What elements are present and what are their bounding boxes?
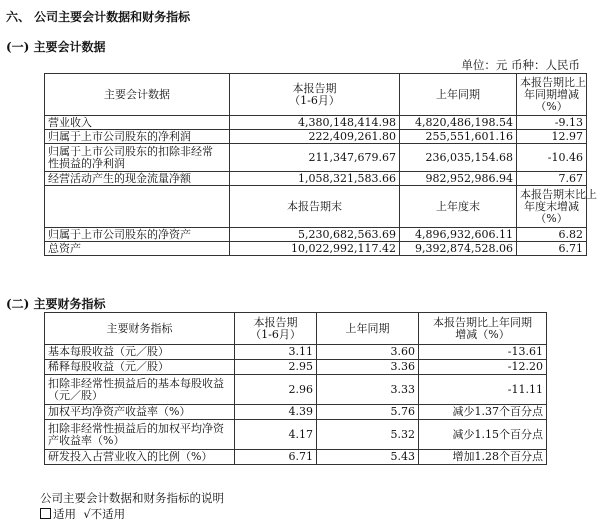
current-value: 4.39 <box>235 405 317 420</box>
label-line: 归属于上市公司股东的扣除非经常 <box>48 144 213 158</box>
header-line: 增减（%） <box>455 327 510 341</box>
current-value: 4.17 <box>235 420 317 450</box>
current-value: 3.11 <box>235 345 317 360</box>
current-value: 4,380,148,414.98 <box>230 116 400 130</box>
header-cell: 上年同期 <box>400 74 517 116</box>
header-cell <box>235 313 317 345</box>
prior-value: 9,392,874,528.06 <box>400 242 517 256</box>
change-value: 6.82 <box>517 228 587 242</box>
row-label: 基本每股收益（元／股） <box>45 345 235 360</box>
change-value: -11.11 <box>419 375 547 405</box>
row-label: 稀释每股收益（元／股） <box>45 360 235 375</box>
note-title: 公司主要会计数据和财务指标的说明 <box>40 491 224 505</box>
current-value: 2.95 <box>235 360 317 375</box>
header-line: （%） <box>535 99 568 113</box>
checkbox-applicable[interactable] <box>40 508 51 519</box>
current-value: 211,347,679.67 <box>230 144 400 172</box>
prior-value: 3.36 <box>317 360 419 375</box>
header-line: 本报告期比上年同期 <box>433 315 532 329</box>
change-value: -10.46 <box>517 144 587 172</box>
header-line: （1-6月） <box>250 327 301 341</box>
subsection-title-accounting-data: (一) 主要会计数据 <box>6 40 106 54</box>
header-line: 年度末增减 <box>524 199 579 213</box>
currency-unit-note: 单位：元 币种：人民币 <box>461 58 580 72</box>
prior-value: 4,896,932,606.11 <box>400 228 517 242</box>
current-value: 10,022,992,117.42 <box>230 242 400 256</box>
table-row <box>45 116 587 130</box>
accounting-data-table <box>44 73 597 256</box>
header-line: （%） <box>535 211 568 225</box>
change-value: -12.20 <box>419 360 547 375</box>
table-row <box>45 450 547 465</box>
applicability-options <box>40 506 125 522</box>
section-title: 六、 公司主要会计数据和财务指标 <box>6 10 191 24</box>
table-row <box>45 405 547 420</box>
change-value: 增加1.28个百分点 <box>419 450 547 465</box>
row-label <box>45 420 235 450</box>
header-cell: 主要财务指标 <box>45 313 235 345</box>
table-row <box>45 360 547 375</box>
prior-value: 5.32 <box>317 420 419 450</box>
current-value: 2.96 <box>235 375 317 405</box>
header-cell <box>419 313 547 345</box>
prior-value: 5.43 <box>317 450 419 465</box>
label-line: 产收益率（%） <box>48 433 125 447</box>
header-line: 本报告期 <box>253 315 298 329</box>
header-line: 年同期增减 <box>524 87 579 101</box>
prior-value: 236,035,154.68 <box>400 144 517 172</box>
row-label: 研发投入占营业收入的比例（%） <box>45 450 235 465</box>
table-row <box>45 144 587 172</box>
label-line: （元／股） <box>48 388 103 402</box>
subsection-title-financial-indicators: (二) 主要财务指标 <box>6 297 106 311</box>
header-cell <box>230 74 400 116</box>
change-value: -9.13 <box>517 116 587 130</box>
row-label: 加权平均净资产收益率（%） <box>45 405 235 420</box>
prior-value: 3.33 <box>317 375 419 405</box>
table-row <box>45 375 547 405</box>
header-cell: 上年度末 <box>400 186 517 228</box>
change-value: 减少1.15个百分点 <box>419 420 547 450</box>
prior-value: 3.60 <box>317 345 419 360</box>
row-label <box>45 144 230 172</box>
check-mark-icon: √ <box>83 507 91 521</box>
header-cell: 主要会计数据 <box>45 74 230 116</box>
table-row <box>45 345 547 360</box>
change-value: 12.97 <box>517 130 587 144</box>
financial-indicators-table <box>44 312 547 465</box>
label-line: 扣除非经常性损益后的基本每股收益 <box>48 376 224 390</box>
header-cell: 上年同期 <box>317 313 419 345</box>
prior-value: 982,952,986.94 <box>400 172 517 186</box>
header-cell: 本报告期末 <box>230 186 400 228</box>
current-value: 6.71 <box>235 450 317 465</box>
row-label <box>45 375 235 405</box>
header-cell-empty <box>45 186 230 228</box>
row-label: 归属于上市公司股东的净资产 <box>45 228 230 242</box>
table-row <box>45 242 587 256</box>
header-cell <box>517 74 587 116</box>
change-value: 6.71 <box>517 242 587 256</box>
option-not-applicable-label: 不适用 <box>90 507 126 521</box>
current-value: 5,230,682,563.69 <box>230 228 400 242</box>
prior-value: 5.76 <box>317 405 419 420</box>
header-line: 本报告期 <box>292 81 337 95</box>
label-line: 性损益的净利润 <box>48 156 125 170</box>
current-value: 1,058,321,583.66 <box>230 172 400 186</box>
header-cell <box>517 186 597 228</box>
row-label: 归属于上市公司股东的净利润 <box>45 130 230 144</box>
table-row <box>45 228 587 242</box>
option-applicable-label: 适用 <box>53 507 76 521</box>
header-line: 本报告期末比上 <box>520 187 597 201</box>
prior-value: 4,820,486,198.54 <box>400 116 517 130</box>
header-line: 本报告期比上 <box>520 75 586 89</box>
change-value: -13.61 <box>419 345 547 360</box>
change-value: 7.67 <box>517 172 587 186</box>
table-row <box>45 420 547 450</box>
prior-value: 255,551,601.16 <box>400 130 517 144</box>
row-label: 营业收入 <box>45 116 230 130</box>
table-row <box>45 172 587 186</box>
row-label: 经营活动产生的现金流量净额 <box>45 172 230 186</box>
label-line: 扣除非经常性损益后的加权平均净资 <box>48 421 224 435</box>
current-value: 222,409,261.80 <box>230 130 400 144</box>
table-row <box>45 130 587 144</box>
change-value: 减少1.37个百分点 <box>419 405 547 420</box>
row-label: 总资产 <box>45 242 230 256</box>
header-line: （1-6月） <box>289 93 340 107</box>
